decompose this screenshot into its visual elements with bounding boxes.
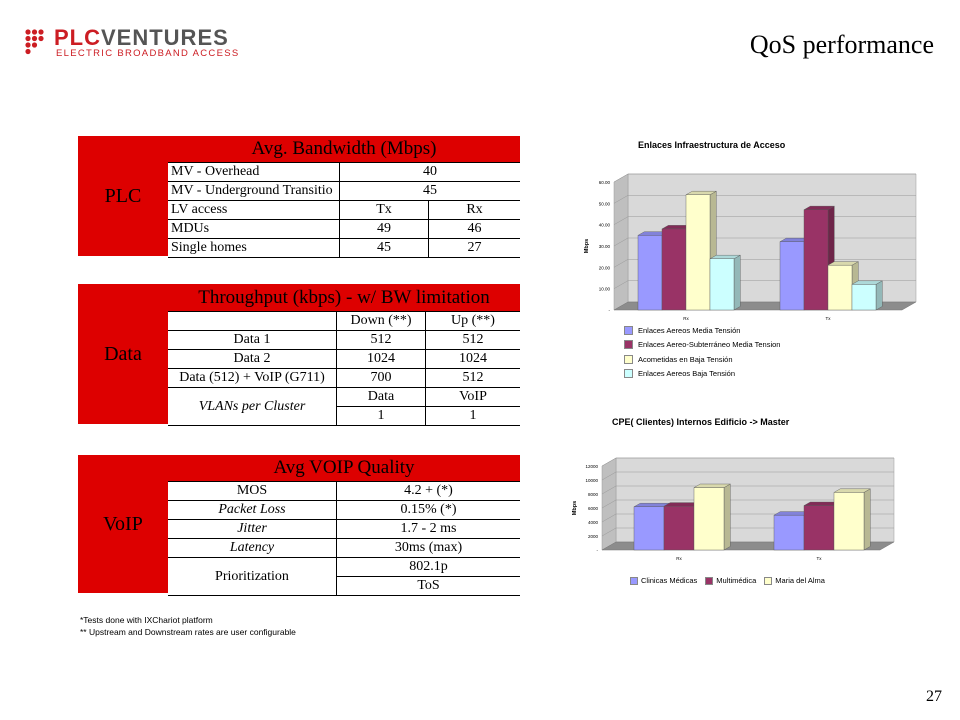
data-table-title: Throughput (kbps) - w/ BW limitation — [168, 284, 520, 311]
chart2-bar-maria-del-alma-tx — [834, 489, 870, 550]
y-tick-label: 10.00 — [598, 286, 610, 292]
y-tick-label: 2000 — [587, 534, 598, 539]
y-axis-label: Mbps — [584, 238, 590, 254]
page-title: QoS performance — [749, 30, 934, 59]
table-row: Data 2 1024 1024 — [168, 350, 520, 369]
chart2-bar-maria-del-alma-rx — [694, 484, 730, 550]
table-row: MV - Underground Transitio 45 — [168, 182, 520, 201]
chart2 — [556, 446, 916, 566]
chart1-title: Enlaces Infraestructura de Acceso — [638, 140, 786, 150]
y-tick-label: 12000 — [585, 464, 598, 469]
company-logo — [24, 25, 264, 64]
legend-item: Enlaces Aereos Media Tensión — [624, 323, 780, 338]
page-number: 27 — [926, 688, 942, 705]
chart2-plot — [556, 446, 916, 566]
x-tick-label: Tx — [825, 316, 831, 320]
chart2-legend — [630, 576, 833, 585]
footnote-2: ** Upstream and Downstream rates are user configurable — [80, 627, 296, 637]
table-row: LV access Tx Rx — [168, 201, 520, 220]
logo-wordmark: PLCVENTURES — [54, 25, 229, 50]
logo-dots-icon — [24, 28, 48, 56]
table-row: Latency 30ms (max) — [168, 539, 520, 558]
table-row: Data 1 512 512 — [168, 331, 520, 350]
footnote-1: *Tests done with IXChariot platform — [80, 615, 213, 625]
plc-table-title: Avg. Bandwidth (Mbps) — [168, 136, 520, 162]
voip-side-label: VoIP — [78, 455, 168, 593]
logo-tagline: ELECTRIC BROADBAND ACCESS — [56, 48, 240, 59]
plc-side-label: PLC — [78, 136, 168, 256]
y-tick-label: 10000 — [585, 478, 598, 483]
vlan-row: VLANs per Cluster Data VoIP 1 1 — [168, 388, 520, 426]
y-tick-label: 50.00 — [598, 201, 610, 207]
y-tick-label: - — [596, 548, 598, 553]
y-axis-label: Mbps — [572, 500, 578, 516]
y-tick-label: 30.00 — [598, 244, 610, 249]
data-throughput-table — [78, 284, 520, 424]
table-row: MDUs 49 46 — [168, 220, 520, 239]
table-row: MV - Overhead 40 — [168, 163, 520, 182]
voip-table-title: Avg VOIP Quality — [168, 455, 520, 481]
legend-item: Acometidas en Baja Tensión — [624, 352, 780, 367]
table-row: Packet Loss 0.15% (*) — [168, 501, 520, 520]
y-tick-label: 60.00 — [598, 180, 610, 185]
chart1 — [570, 160, 920, 320]
table-row: Single homes 45 27 — [168, 239, 520, 258]
legend-item: Enlaces Aereos Baja Tensión — [624, 367, 780, 382]
legend-item: Clinicas Médicas — [630, 576, 697, 585]
legend-item: Maria del Alma — [764, 576, 825, 585]
footnotes — [80, 614, 296, 638]
table-row: MOS 4.2 + (*) — [168, 482, 520, 501]
y-tick-label: 4000 — [587, 520, 598, 525]
y-tick-label: 6000 — [587, 506, 598, 511]
y-tick-label: 40.00 — [598, 222, 610, 228]
chart1-bar-enlaces-aereos-baja-tensi-n-tx — [852, 281, 882, 310]
table-row: Jitter 1.7 - 2 ms — [168, 520, 520, 539]
x-tick-label: Rx — [683, 316, 689, 320]
table-row: Data (512) + VoIP (G711) 700 512 — [168, 369, 520, 388]
chart1-bar-enlaces-aereos-baja-tensi-n-rx — [710, 255, 740, 310]
x-tick-label: Tx — [816, 556, 822, 561]
x-tick-label: Rx — [676, 556, 682, 561]
chart1-plot — [570, 160, 920, 320]
table-row: Down (**) Up (**) — [168, 312, 520, 331]
legend-item: Multimédica — [705, 576, 756, 585]
data-side-label: Data — [78, 284, 168, 424]
legend-item: Enlaces Aereo-Subterráneo Media Tension — [624, 338, 780, 353]
chart2-title: CPE( Clientes) Internos Edificio -> Master — [612, 417, 790, 427]
voip-quality-table — [78, 455, 520, 593]
chart1-legend — [624, 323, 780, 381]
y-tick-label: - — [608, 308, 610, 313]
plc-bandwidth-table — [78, 136, 520, 256]
prioritization-row: Prioritization 802.1p ToS — [168, 558, 520, 596]
y-tick-label: 8000 — [587, 492, 598, 497]
y-tick-label: 20.00 — [598, 265, 610, 271]
